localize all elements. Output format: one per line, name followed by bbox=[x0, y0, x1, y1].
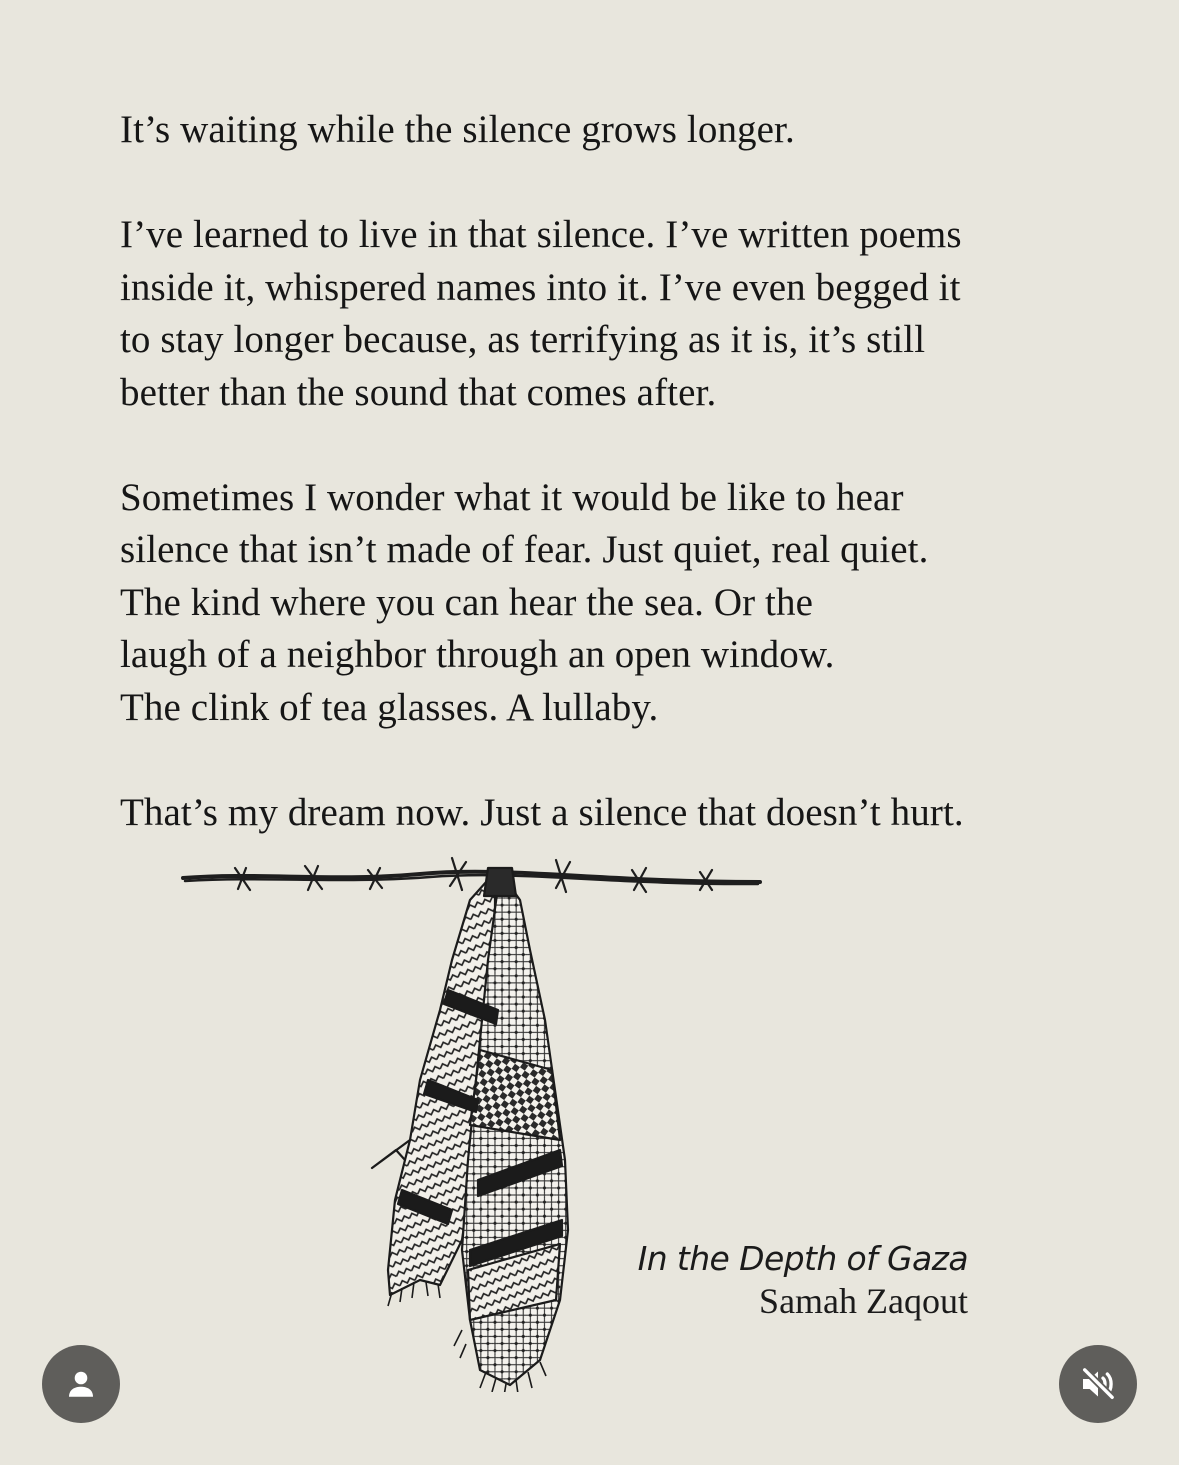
author-name: Samah Zaqout bbox=[759, 1281, 968, 1321]
person-icon bbox=[63, 1366, 99, 1402]
poem-line: inside it, whispered names into it. I’ve even begged it bbox=[120, 265, 961, 309]
poem-line: silence that isn’t made of fear. Just quiet, real quiet. bbox=[120, 528, 929, 571]
poem-line: to stay longer because, as terrifying as it is, it’s still bbox=[120, 318, 926, 361]
poem-line: It’s waiting while the silence grows longer. bbox=[120, 108, 795, 151]
poem-line: laugh of a neighbor through an open window. bbox=[120, 633, 835, 676]
poem-text bbox=[120, 104, 1060, 839]
keffiyeh bbox=[372, 868, 568, 1392]
poem-line: better than the sound that comes after. bbox=[120, 370, 717, 414]
poem-attribution bbox=[638, 1238, 968, 1322]
speaker-muted-icon bbox=[1078, 1364, 1118, 1404]
book-title: In the Depth of Gaza bbox=[637, 1239, 968, 1278]
profile-button[interactable] bbox=[42, 1345, 120, 1423]
stanza-break bbox=[120, 734, 1060, 787]
poem-line: The kind where you can hear the sea. Or the bbox=[120, 580, 814, 624]
barbed-wire bbox=[183, 858, 760, 892]
poem-line: That’s my dream now. Just a silence that doesn’t hurt. bbox=[120, 790, 964, 834]
poem-line: Sometimes I wonder what it would be like to hear bbox=[120, 475, 904, 519]
poem-line: I’ve learned to live in that silence. I’ve written poems bbox=[120, 213, 962, 256]
mute-toggle-button[interactable] bbox=[1059, 1345, 1137, 1423]
poem-line: The clink of tea glasses. A lullaby. bbox=[120, 685, 659, 729]
stanza-break bbox=[120, 157, 1060, 210]
stanza-break bbox=[120, 419, 1060, 472]
